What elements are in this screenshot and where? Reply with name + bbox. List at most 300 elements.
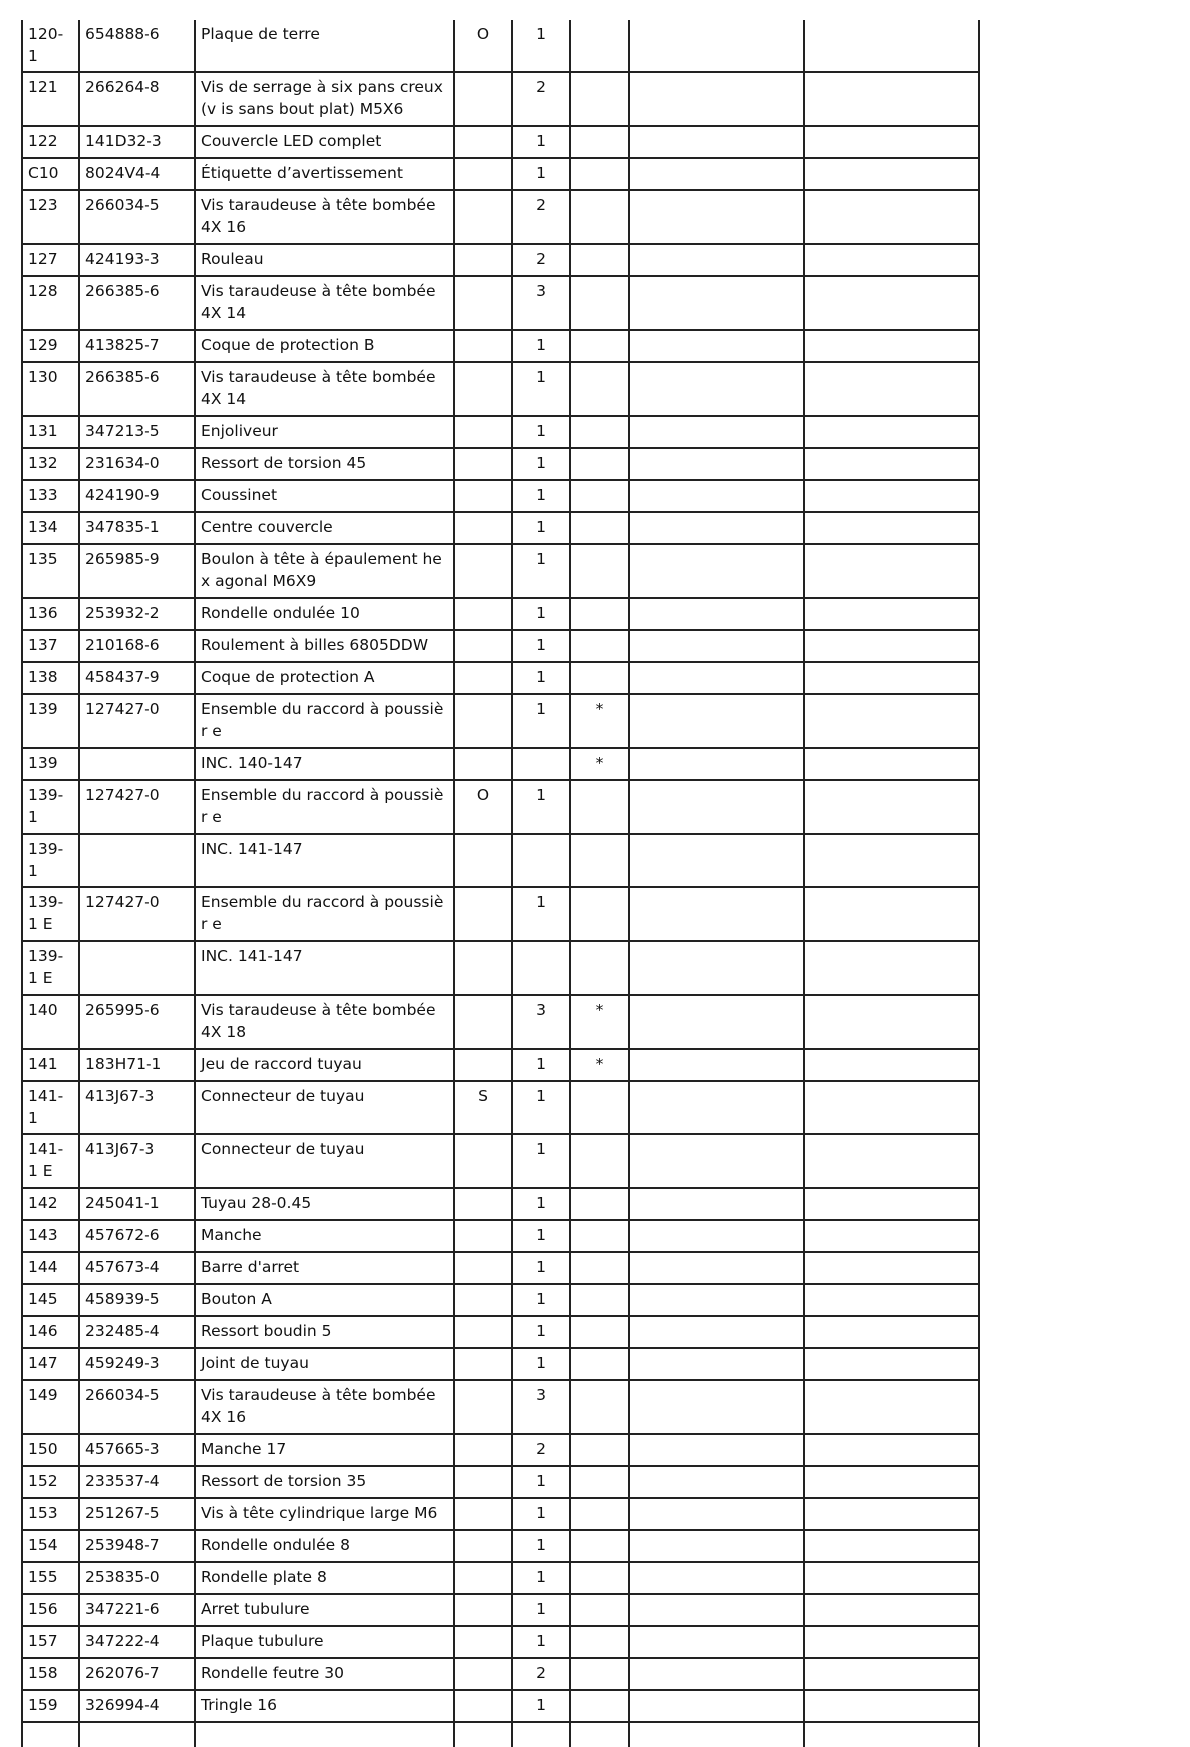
quantity-cell: 1 (512, 480, 570, 512)
quantity-cell: 1 (512, 1081, 570, 1134)
item-number-cell: 141 (22, 1049, 79, 1081)
part-number-cell: 127427-0 (79, 887, 195, 941)
part-number-cell: 266264-8 (79, 72, 195, 126)
mark-cell (570, 1284, 629, 1316)
mark-cell (570, 20, 629, 72)
table-row (22, 512, 979, 544)
description-cell: Manche 17 (195, 1434, 454, 1466)
part-number-cell: 251267-5 (79, 1498, 195, 1530)
table-row (22, 1498, 979, 1530)
description-cell: Boulon à tête à épaulement hex agonal M6X9 (195, 544, 454, 598)
mark-cell (570, 598, 629, 630)
blank-cell (804, 1049, 979, 1081)
item-number-cell: 121 (22, 72, 79, 126)
table-row (22, 1466, 979, 1498)
quantity-cell (512, 834, 570, 887)
blank-cell (570, 1722, 629, 1747)
table-row (22, 276, 979, 330)
item-number-cell: 146 (22, 1316, 79, 1348)
quantity-cell: 1 (512, 1594, 570, 1626)
blank-cell (804, 416, 979, 448)
mark-cell (570, 126, 629, 158)
note-cell (454, 1348, 512, 1380)
blank-cell (804, 995, 979, 1049)
item-number-cell: 131 (22, 416, 79, 448)
mark-cell (570, 544, 629, 598)
description-cell: Enjoliveur (195, 416, 454, 448)
part-number-cell: 347221-6 (79, 1594, 195, 1626)
blank-cell (804, 1626, 979, 1658)
table-row (22, 158, 979, 190)
quantity-cell: 1 (512, 1690, 570, 1722)
description-cell: Jeu de raccord tuyau (195, 1049, 454, 1081)
parts-list-page (21, 20, 980, 1747)
parts-table (21, 20, 980, 1747)
description-cell: Ensemble du raccord à poussièr e (195, 694, 454, 748)
blank-cell (629, 1498, 804, 1530)
table-row (22, 1594, 979, 1626)
blank-cell (629, 941, 804, 995)
table-row (22, 834, 979, 887)
quantity-cell (512, 941, 570, 995)
description-cell: Manche (195, 1220, 454, 1252)
table-row (22, 1188, 979, 1220)
blank-cell (804, 1690, 979, 1722)
blank-cell (629, 1466, 804, 1498)
item-number-cell: 129 (22, 330, 79, 362)
note-cell (454, 1530, 512, 1562)
part-number-cell: 127427-0 (79, 694, 195, 748)
quantity-cell: 1 (512, 1466, 570, 1498)
note-cell (454, 1380, 512, 1434)
blank-cell (629, 748, 804, 780)
blank-cell (804, 1220, 979, 1252)
note-cell (454, 1252, 512, 1284)
quantity-cell: 1 (512, 1220, 570, 1252)
blank-cell (629, 1690, 804, 1722)
item-number-cell: 137 (22, 630, 79, 662)
blank-cell (804, 1594, 979, 1626)
table-row (22, 1626, 979, 1658)
quantity-cell: 1 (512, 126, 570, 158)
table-row (22, 416, 979, 448)
mark-cell (570, 1380, 629, 1434)
note-cell: O (454, 20, 512, 72)
mark-cell: * (570, 995, 629, 1049)
parts-table-body (22, 20, 979, 1747)
description-cell: Vis taraudeuse à tête bombée 4X 16 (195, 190, 454, 244)
part-number-cell: 654888-6 (79, 20, 195, 72)
mark-cell (570, 834, 629, 887)
blank-cell (804, 1316, 979, 1348)
quantity-cell: 2 (512, 1434, 570, 1466)
item-number-cell: C10 (22, 158, 79, 190)
blank-cell (804, 834, 979, 887)
part-number-cell: 266034-5 (79, 1380, 195, 1434)
blank-cell (804, 887, 979, 941)
note-cell (454, 1658, 512, 1690)
blank-cell (629, 1252, 804, 1284)
blank-cell (512, 1722, 570, 1747)
description-cell: Ressort de torsion 35 (195, 1466, 454, 1498)
quantity-cell: 1 (512, 512, 570, 544)
blank-cell (629, 1658, 804, 1690)
blank-cell (629, 1562, 804, 1594)
item-number-cell: 147 (22, 1348, 79, 1380)
part-number-cell: 347222-4 (79, 1626, 195, 1658)
blank-cell (629, 1626, 804, 1658)
part-number-cell: 458939-5 (79, 1284, 195, 1316)
mark-cell (570, 1134, 629, 1188)
table-row (22, 598, 979, 630)
note-cell (454, 1626, 512, 1658)
blank-cell (804, 276, 979, 330)
item-number-cell: 155 (22, 1562, 79, 1594)
mark-cell (570, 1530, 629, 1562)
quantity-cell: 1 (512, 1626, 570, 1658)
table-row (22, 780, 979, 834)
blank-cell (629, 1434, 804, 1466)
blank-cell (629, 662, 804, 694)
mark-cell (570, 480, 629, 512)
mark-cell (570, 1594, 629, 1626)
description-cell: Arret tubulure (195, 1594, 454, 1626)
part-number-cell: 210168-6 (79, 630, 195, 662)
mark-cell (570, 158, 629, 190)
part-number-cell: 459249-3 (79, 1348, 195, 1380)
description-cell: Plaque tubulure (195, 1626, 454, 1658)
blank-cell (629, 995, 804, 1049)
item-number-cell: 159 (22, 1690, 79, 1722)
note-cell (454, 1690, 512, 1722)
mark-cell (570, 1252, 629, 1284)
blank-cell (804, 126, 979, 158)
item-number-cell: 139 (22, 694, 79, 748)
table-row (22, 1081, 979, 1134)
part-number-cell: 253948-7 (79, 1530, 195, 1562)
note-cell (454, 1562, 512, 1594)
quantity-cell: 1 (512, 330, 570, 362)
table-row (22, 330, 979, 362)
part-number-cell: 266385-6 (79, 276, 195, 330)
quantity-cell: 1 (512, 1188, 570, 1220)
blank-cell (629, 544, 804, 598)
mark-cell (570, 244, 629, 276)
part-number-cell (79, 941, 195, 995)
mark-cell (570, 72, 629, 126)
quantity-cell: 3 (512, 276, 570, 330)
note-cell (454, 480, 512, 512)
part-number-cell: 262076-7 (79, 1658, 195, 1690)
description-cell: INC. 140-147 (195, 748, 454, 780)
blank-cell (804, 1658, 979, 1690)
description-cell: Coque de protection B (195, 330, 454, 362)
item-number-cell: 122 (22, 126, 79, 158)
mark-cell: * (570, 1049, 629, 1081)
quantity-cell: 2 (512, 190, 570, 244)
quantity-cell: 1 (512, 362, 570, 416)
item-number-cell: 130 (22, 362, 79, 416)
note-cell (454, 941, 512, 995)
blank-cell (804, 480, 979, 512)
quantity-cell: 1 (512, 780, 570, 834)
description-cell: Vis à tête cylindrique large M6 (195, 1498, 454, 1530)
item-number-cell: 140 (22, 995, 79, 1049)
part-number-cell: 347213-5 (79, 416, 195, 448)
note-cell (454, 362, 512, 416)
quantity-cell: 1 (512, 20, 570, 72)
mark-cell (570, 1316, 629, 1348)
blank-cell (804, 1134, 979, 1188)
item-number-cell: 139-1 E (22, 941, 79, 995)
description-cell: Barre d'arret (195, 1252, 454, 1284)
table-row (22, 887, 979, 941)
part-number-cell: 245041-1 (79, 1188, 195, 1220)
note-cell (454, 630, 512, 662)
part-number-cell: 457665-3 (79, 1434, 195, 1466)
blank-cell (804, 780, 979, 834)
blank-cell (629, 416, 804, 448)
quantity-cell: 1 (512, 1134, 570, 1188)
part-number-cell: 232485-4 (79, 1316, 195, 1348)
blank-cell (454, 1722, 512, 1747)
part-number-cell: 8024V4-4 (79, 158, 195, 190)
note-cell (454, 544, 512, 598)
blank-cell (629, 1594, 804, 1626)
part-number-cell: 265995-6 (79, 995, 195, 1049)
blank-cell (804, 1434, 979, 1466)
part-number-cell (79, 748, 195, 780)
mark-cell (570, 1690, 629, 1722)
table-row-continuation (22, 1722, 979, 1747)
blank-cell (804, 1562, 979, 1594)
table-row (22, 1252, 979, 1284)
mark-cell (570, 1626, 629, 1658)
blank-cell (804, 448, 979, 480)
blank-cell (629, 20, 804, 72)
table-row (22, 72, 979, 126)
table-row (22, 630, 979, 662)
blank-cell (804, 1530, 979, 1562)
note-cell (454, 1220, 512, 1252)
item-number-cell: 142 (22, 1188, 79, 1220)
quantity-cell: 2 (512, 72, 570, 126)
part-number-cell: 458437-9 (79, 662, 195, 694)
item-number-cell: 139-1 E (22, 887, 79, 941)
part-number-cell (79, 834, 195, 887)
table-row (22, 748, 979, 780)
quantity-cell: 1 (512, 1562, 570, 1594)
table-row (22, 544, 979, 598)
quantity-cell: 1 (512, 630, 570, 662)
blank-cell (629, 1348, 804, 1380)
table-row (22, 1134, 979, 1188)
note-cell: O (454, 780, 512, 834)
description-cell: Couvercle LED complet (195, 126, 454, 158)
item-number-cell: 139 (22, 748, 79, 780)
blank-cell (804, 190, 979, 244)
item-number-cell: 150 (22, 1434, 79, 1466)
blank-cell (629, 1188, 804, 1220)
quantity-cell: 1 (512, 158, 570, 190)
quantity-cell: 1 (512, 448, 570, 480)
description-cell: Joint de tuyau (195, 1348, 454, 1380)
description-cell: Rondelle plate 8 (195, 1562, 454, 1594)
description-cell: Rondelle ondulée 8 (195, 1530, 454, 1562)
item-number-cell: 123 (22, 190, 79, 244)
blank-cell (804, 1348, 979, 1380)
part-number-cell: 253932-2 (79, 598, 195, 630)
item-number-cell: 152 (22, 1466, 79, 1498)
blank-cell (629, 1530, 804, 1562)
blank-cell (629, 72, 804, 126)
quantity-cell: 1 (512, 662, 570, 694)
description-cell: Rouleau (195, 244, 454, 276)
mark-cell (570, 416, 629, 448)
item-number-cell: 141-1 (22, 1081, 79, 1134)
blank-cell (195, 1722, 454, 1747)
mark-cell (570, 780, 629, 834)
quantity-cell: 1 (512, 887, 570, 941)
item-number-cell: 157 (22, 1626, 79, 1658)
blank-cell (629, 158, 804, 190)
part-number-cell: 347835-1 (79, 512, 195, 544)
item-number-cell: 120-1 (22, 20, 79, 72)
note-cell (454, 244, 512, 276)
blank-cell (629, 512, 804, 544)
table-row (22, 20, 979, 72)
item-number-cell: 149 (22, 1380, 79, 1434)
description-cell: Connecteur de tuyau (195, 1081, 454, 1134)
blank-cell (22, 1722, 79, 1747)
blank-cell (804, 330, 979, 362)
note-cell (454, 1049, 512, 1081)
description-cell: Rondelle ondulée 10 (195, 598, 454, 630)
blank-cell (804, 20, 979, 72)
mark-cell (570, 1220, 629, 1252)
quantity-cell: 1 (512, 1284, 570, 1316)
table-row (22, 362, 979, 416)
table-row (22, 662, 979, 694)
blank-cell (629, 126, 804, 158)
item-number-cell: 127 (22, 244, 79, 276)
part-number-cell: 266385-6 (79, 362, 195, 416)
table-row (22, 941, 979, 995)
item-number-cell: 156 (22, 1594, 79, 1626)
note-cell (454, 995, 512, 1049)
description-cell: Tringle 16 (195, 1690, 454, 1722)
description-cell: Coque de protection A (195, 662, 454, 694)
part-number-cell: 326994-4 (79, 1690, 195, 1722)
note-cell (454, 1594, 512, 1626)
blank-cell (629, 887, 804, 941)
mark-cell (570, 512, 629, 544)
blank-cell (629, 1081, 804, 1134)
blank-cell (629, 1380, 804, 1434)
part-number-cell: 233537-4 (79, 1466, 195, 1498)
note-cell (454, 330, 512, 362)
description-cell: INC. 141-147 (195, 834, 454, 887)
item-number-cell: 153 (22, 1498, 79, 1530)
mark-cell (570, 276, 629, 330)
mark-cell (570, 330, 629, 362)
table-row (22, 1658, 979, 1690)
blank-cell (804, 512, 979, 544)
blank-cell (629, 780, 804, 834)
table-row (22, 1348, 979, 1380)
quantity-cell: 2 (512, 1658, 570, 1690)
note-cell (454, 126, 512, 158)
quantity-cell: 1 (512, 1530, 570, 1562)
item-number-cell: 132 (22, 448, 79, 480)
part-number-cell: 424193-3 (79, 244, 195, 276)
item-number-cell: 143 (22, 1220, 79, 1252)
item-number-cell: 136 (22, 598, 79, 630)
table-row (22, 1316, 979, 1348)
note-cell (454, 448, 512, 480)
description-cell: Centre couvercle (195, 512, 454, 544)
part-number-cell: 413J67-3 (79, 1081, 195, 1134)
table-row (22, 694, 979, 748)
blank-cell (629, 834, 804, 887)
blank-cell (629, 1134, 804, 1188)
description-cell: Ensemble du raccord à poussièr e (195, 780, 454, 834)
blank-cell (804, 1188, 979, 1220)
description-cell: Vis taraudeuse à tête bombée 4X 14 (195, 362, 454, 416)
blank-cell (804, 244, 979, 276)
table-row (22, 126, 979, 158)
mark-cell (570, 362, 629, 416)
mark-cell (570, 1658, 629, 1690)
table-row (22, 995, 979, 1049)
note-cell (454, 416, 512, 448)
part-number-cell: 413J67-3 (79, 1134, 195, 1188)
blank-cell (629, 190, 804, 244)
part-number-cell: 413825-7 (79, 330, 195, 362)
description-cell: Vis taraudeuse à tête bombée 4X 14 (195, 276, 454, 330)
blank-cell (629, 1316, 804, 1348)
mark-cell (570, 887, 629, 941)
table-row (22, 1562, 979, 1594)
item-number-cell: 141-1 E (22, 1134, 79, 1188)
table-row (22, 1220, 979, 1252)
note-cell (454, 1434, 512, 1466)
part-number-cell: 231634-0 (79, 448, 195, 480)
note-cell (454, 512, 512, 544)
item-number-cell: 139-1 (22, 834, 79, 887)
part-number-cell: 457673-4 (79, 1252, 195, 1284)
description-cell: Plaque de terre (195, 20, 454, 72)
item-number-cell: 144 (22, 1252, 79, 1284)
part-number-cell: 265985-9 (79, 544, 195, 598)
blank-cell (629, 362, 804, 416)
quantity-cell: 1 (512, 1252, 570, 1284)
quantity-cell: 2 (512, 244, 570, 276)
description-cell: Vis taraudeuse à tête bombée 4X 16 (195, 1380, 454, 1434)
blank-cell (804, 662, 979, 694)
note-cell (454, 1284, 512, 1316)
blank-cell (629, 1722, 804, 1747)
blank-cell (804, 72, 979, 126)
table-row (22, 1530, 979, 1562)
blank-cell (804, 1466, 979, 1498)
blank-cell (629, 1220, 804, 1252)
note-cell (454, 662, 512, 694)
description-cell: Ensemble du raccord à poussièr e (195, 887, 454, 941)
item-number-cell: 138 (22, 662, 79, 694)
mark-cell: * (570, 694, 629, 748)
part-number-cell: 266034-5 (79, 190, 195, 244)
